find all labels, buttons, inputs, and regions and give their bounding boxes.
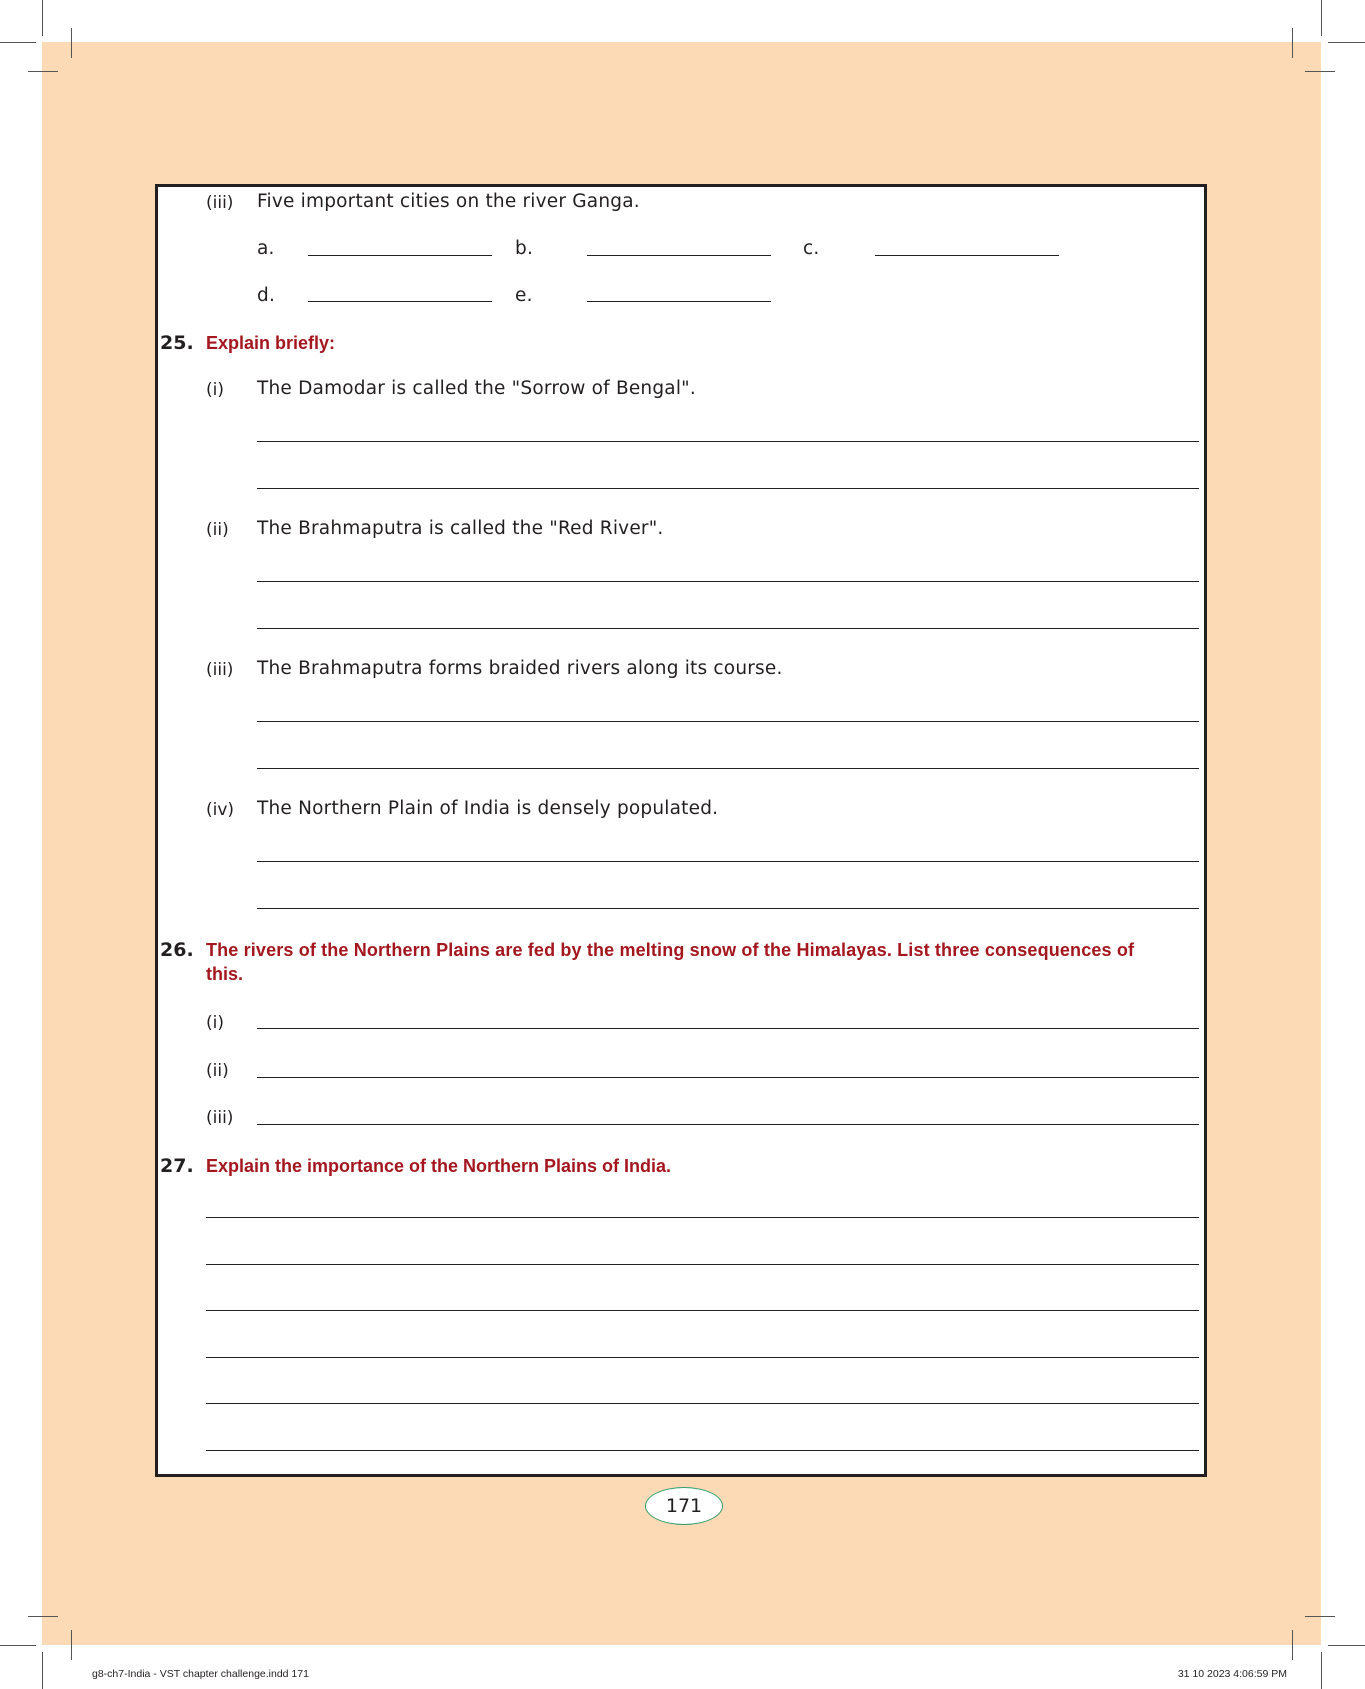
question-number: 26. xyxy=(160,939,194,961)
answer-blank-a[interactable] xyxy=(308,255,492,256)
footer-timestamp: 31 10 2023 4:06:59 PM xyxy=(1177,1668,1287,1680)
answer-line[interactable] xyxy=(257,1124,1199,1125)
crop-mark xyxy=(1292,28,1293,58)
crop-mark xyxy=(28,71,58,72)
option-label-a: a. xyxy=(257,238,275,259)
answer-line[interactable] xyxy=(257,721,1199,722)
crop-mark xyxy=(71,1630,72,1660)
answer-line[interactable] xyxy=(257,861,1199,862)
crop-mark xyxy=(28,1616,58,1617)
answer-line[interactable] xyxy=(206,1403,1199,1404)
item-text: The Northern Plain of India is densely populated. xyxy=(257,798,719,819)
answer-line[interactable] xyxy=(257,488,1199,489)
crop-mark xyxy=(0,42,36,43)
answer-line[interactable] xyxy=(257,581,1199,582)
answer-line[interactable] xyxy=(206,1217,1199,1218)
item-number: (iii) xyxy=(206,193,234,213)
answer-line[interactable] xyxy=(257,1077,1199,1078)
answer-line[interactable] xyxy=(206,1450,1199,1451)
answer-blank-d[interactable] xyxy=(308,301,492,302)
item-number: (ii) xyxy=(206,1061,229,1081)
question-number: 27. xyxy=(160,1155,194,1177)
item-text: The Brahmaputra forms braided rivers along its course. xyxy=(257,658,783,679)
answer-blank-c[interactable] xyxy=(875,255,1059,256)
question-title-line2: this. xyxy=(206,964,244,984)
crop-mark xyxy=(1321,1652,1322,1689)
option-label-c: c. xyxy=(803,238,820,259)
option-label-e: e. xyxy=(515,285,533,306)
answer-blank-e[interactable] xyxy=(587,301,771,302)
option-label-b: b. xyxy=(515,238,534,259)
item-text: The Brahmaputra is called the "Red River". xyxy=(257,518,664,539)
crop-mark xyxy=(42,0,43,36)
answer-blank-b[interactable] xyxy=(587,255,771,256)
item-number: (iii) xyxy=(206,1108,234,1128)
footer-file-info: g8-ch7-India - VST chapter challenge.indd 171 xyxy=(92,1668,309,1680)
question-title-line1: The rivers of the Northern Plains are fed by the melting snow of the Himalayas. List three consequences of xyxy=(206,940,1135,960)
item-number: (ii) xyxy=(206,520,229,540)
crop-mark xyxy=(1328,42,1365,43)
question-title: Explain the importance of the Northern Plains of India. xyxy=(206,1156,672,1176)
item-number: (i) xyxy=(206,1013,224,1033)
page-number: 171 xyxy=(645,1487,723,1525)
item-number: (iv) xyxy=(206,800,235,820)
item-text: Five important cities on the river Ganga. xyxy=(257,191,640,212)
answer-line[interactable] xyxy=(257,768,1199,769)
item-text: The Damodar is called the "Sorrow of Bengal". xyxy=(257,378,696,399)
crop-mark xyxy=(1328,1645,1365,1646)
crop-mark xyxy=(1305,71,1335,72)
crop-mark xyxy=(71,28,72,58)
answer-line[interactable] xyxy=(257,1028,1199,1029)
crop-mark xyxy=(1305,1616,1335,1617)
crop-mark xyxy=(1292,1630,1293,1660)
crop-mark xyxy=(42,1652,43,1689)
answer-line[interactable] xyxy=(206,1264,1199,1265)
item-number: (iii) xyxy=(206,660,234,680)
answer-line[interactable] xyxy=(257,628,1199,629)
answer-line[interactable] xyxy=(206,1357,1199,1358)
option-label-d: d. xyxy=(257,285,276,306)
answer-line[interactable] xyxy=(206,1310,1199,1311)
question-number: 25. xyxy=(160,332,194,354)
item-number: (i) xyxy=(206,380,224,400)
crop-mark xyxy=(1321,0,1322,36)
crop-mark xyxy=(0,1645,36,1646)
question-title: Explain briefly: xyxy=(206,333,336,353)
answer-line[interactable] xyxy=(257,441,1199,442)
answer-line[interactable] xyxy=(257,908,1199,909)
